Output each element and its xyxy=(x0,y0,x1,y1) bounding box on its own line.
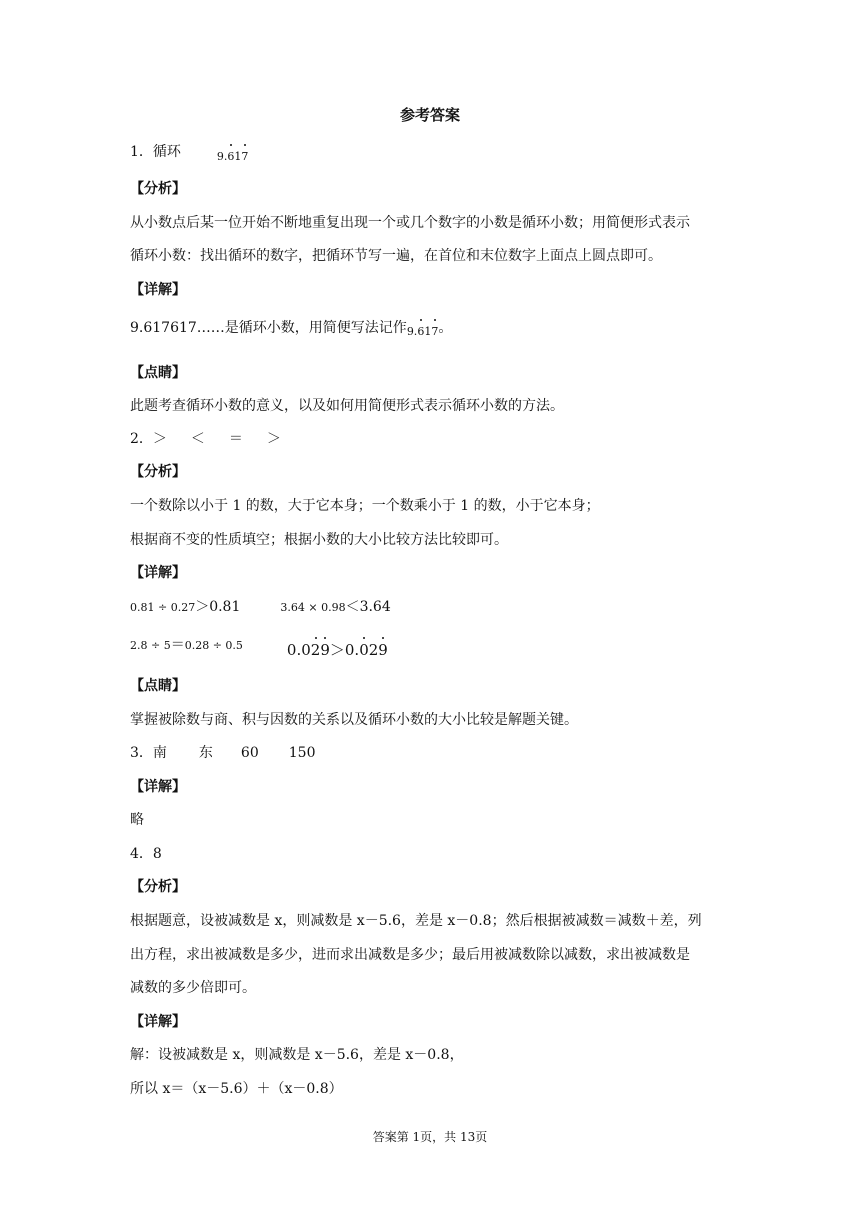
q1-analysis-label: 【分析】 xyxy=(130,181,186,197)
q3-answer-3: 60 xyxy=(240,745,259,761)
decimal-digit-dotted: 9 xyxy=(378,641,388,659)
eq2-right: 3.64 xyxy=(359,599,391,615)
decimal-digit: 1 xyxy=(424,325,432,338)
decimal-digit-dotted: 0 xyxy=(359,641,369,659)
q1-repeating-decimal xyxy=(217,150,249,163)
q1-analysis-1: 从小数点后某一位开始不断地重复出现一个或几个数字的小数是循环小数；用简便形式表示 xyxy=(130,215,690,231)
eq1-right: 0.81 xyxy=(209,599,241,615)
eq4-a xyxy=(287,641,330,659)
q1-detail-label: 【详解】 xyxy=(130,282,186,298)
q4-detail-1: 解：设被减数是 x，则减数是 x－5.6，差是 x－0.8， xyxy=(130,1047,464,1063)
q1-comment-label: 【点睛】 xyxy=(130,365,186,381)
q1-answer-line xyxy=(130,142,248,163)
q2-equation-row-2 xyxy=(130,634,388,659)
q1-detail-text: 9.617617……是循环小数，用简便写法记作 xyxy=(130,320,407,336)
q4-detail-2: 所以 x＝（x－5.6）＋（x－0.8） xyxy=(130,1081,343,1097)
q1-answer: 循环 xyxy=(152,144,181,160)
q2-analysis-2: 根据商不变的性质填空；根据小数的大小比较方法比较即可。 xyxy=(130,532,508,548)
q2-equation-row-1 xyxy=(130,597,391,618)
q1-detail-decimal xyxy=(407,325,439,338)
q3-answer-1: 南 xyxy=(152,745,167,761)
q4-answer-line xyxy=(130,844,162,864)
page-footer: 答案第 1页，共 13页 xyxy=(372,1130,488,1144)
q2-analysis-label: 【分析】 xyxy=(130,464,186,480)
eq2-left: 3.64 × 0.98 xyxy=(280,601,346,614)
page-title: 参考答案 xyxy=(399,106,460,124)
decimal-int: 9. xyxy=(216,150,228,163)
q3-answer-4: 150 xyxy=(288,745,316,761)
q4-analysis-3: 减数的多少倍即可。 xyxy=(130,980,256,996)
q3-number: 3． xyxy=(130,745,153,761)
eq4-op: ＞ xyxy=(329,641,345,659)
eq1-op: ＞ xyxy=(195,599,210,615)
decimal-digit-dotted: 6 xyxy=(227,147,234,167)
q4-analysis-2: 出方程，求出被减数是多少，进而求出减数是多少；最后用被减数除以减数，求出被减数是 xyxy=(130,947,690,963)
q3-detail: 略 xyxy=(130,812,144,828)
decimal-digit: 2 xyxy=(368,641,379,659)
decimal-digit-dotted: 7 xyxy=(241,147,248,167)
eq2-op: ＜ xyxy=(345,599,360,615)
q4-detail-label: 【详解】 xyxy=(130,1014,186,1030)
q2-comment: 掌握被除数与商、积与因数的关系以及循环小数的大小比较是解题关键。 xyxy=(130,712,578,728)
q1-detail-end: 。 xyxy=(438,320,453,336)
eq1-left: 0.81 ÷ 0.27 xyxy=(130,601,196,614)
eq4-b xyxy=(345,641,388,659)
decimal-digit-dotted: 2 xyxy=(310,641,321,659)
q1-detail xyxy=(130,318,452,339)
decimal-int: 0.0 xyxy=(286,641,311,659)
eq3-right: 0.28 ÷ 0.5 xyxy=(184,639,243,652)
q2-comment-label: 【点睛】 xyxy=(130,678,186,694)
q1-number: 1． xyxy=(130,144,153,160)
decimal-int: 9. xyxy=(406,325,418,338)
decimal-digit-dotted: 7 xyxy=(431,322,438,342)
q3-detail-label: 【详解】 xyxy=(130,779,186,795)
decimal-int: 0. xyxy=(344,641,360,659)
q2-answer-line xyxy=(130,429,281,449)
q3-answer-2: 东 xyxy=(198,745,213,761)
q4-answer: 8 xyxy=(152,846,162,862)
q2-answer-2: ＜ xyxy=(190,431,205,447)
q2-number: 2． xyxy=(130,431,153,447)
q4-analysis-1: 根据题意，设被减数是 x，则减数是 x－5.6，差是 x－0.8；然后根据被减数＝减数＋差，列 xyxy=(130,913,702,929)
q2-answer-3: ＝ xyxy=(228,431,243,447)
decimal-digit-dotted: 6 xyxy=(417,322,424,342)
eq3-left: 2.8 ÷ 5 xyxy=(130,639,171,652)
q4-number: 4． xyxy=(130,846,153,862)
q2-answer-1: ＞ xyxy=(152,431,167,447)
eq4 xyxy=(287,641,388,659)
q2-analysis-1: 一个数除以小于 1 的数，大于它本身；一个数乘小于 1 的数，小于它本身； xyxy=(130,498,600,514)
q2-detail-label: 【详解】 xyxy=(130,565,186,581)
q4-analysis-label: 【分析】 xyxy=(130,879,186,895)
q2-answer-4: ＞ xyxy=(266,431,281,447)
eq3-op: ＝ xyxy=(170,637,185,653)
decimal-digit-dotted: 9 xyxy=(320,641,330,659)
decimal-digit: 1 xyxy=(234,150,242,163)
q1-comment: 此题考查循环小数的意义，以及如何用简便形式表示循环小数的方法。 xyxy=(130,398,564,414)
q1-analysis-2: 循环小数：找出循环的数字，把循环节写一遍，在首位和末位数字上面点上圆点即可。 xyxy=(130,248,662,264)
q3-answer-line xyxy=(130,743,315,763)
